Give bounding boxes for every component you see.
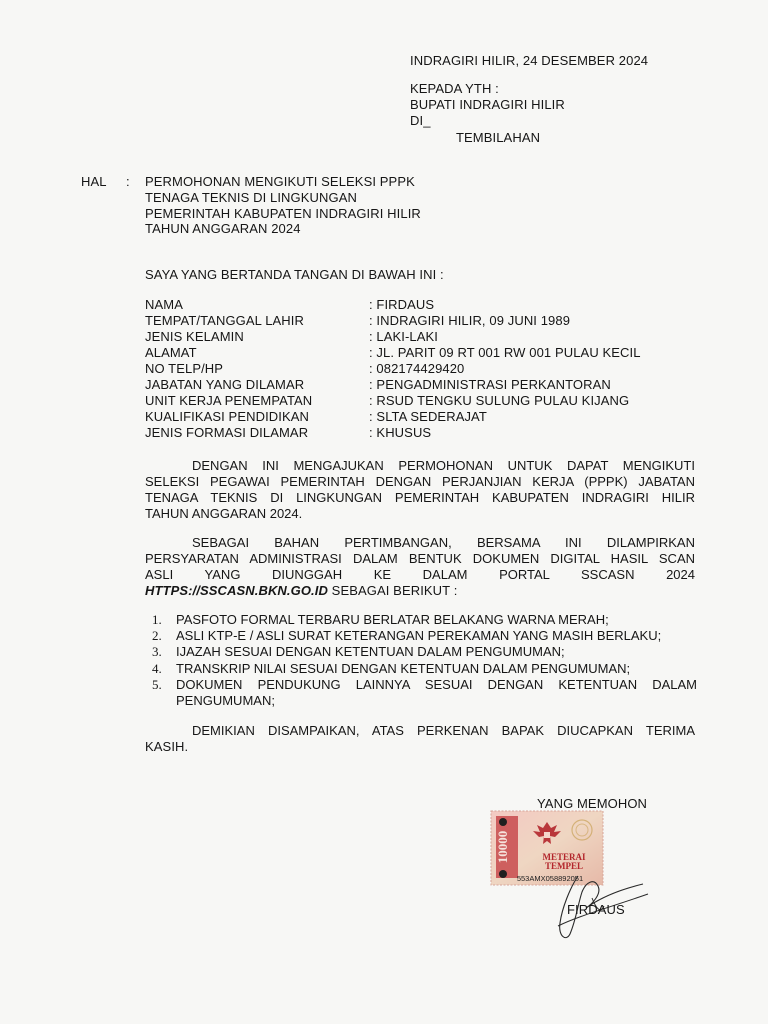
list-item bbox=[152, 628, 697, 644]
paragraph-1-line: DENGAN INI MENGAJUKAN PERMOHONAN UNTUK DAPAT MENGIKUTI bbox=[192, 458, 695, 473]
field-label: NO TELP/HP bbox=[145, 361, 224, 376]
paragraph-1-line: TENAGA TEKNIS DI LINGKUNGAN PEMERINTAH KABUPATEN INDRAGIRI HILIR bbox=[145, 490, 695, 505]
subject-line: TAHUN ANGGARAN 2024 bbox=[145, 221, 301, 236]
field-label: JENIS KELAMIN bbox=[145, 329, 244, 344]
portal-url-link[interactable]: HTTPS://SSCASN.BKN.GO.ID bbox=[145, 583, 328, 598]
field-label: JENIS FORMASI DILAMAR bbox=[145, 425, 309, 440]
stamp-value: 10000 bbox=[495, 830, 510, 864]
list-item-text: ASLI KTP-E / ASLI SURAT KETERANGAN PEREKAMAN YANG MASIH BERLAKU; bbox=[176, 628, 662, 644]
subject-colon: : bbox=[126, 174, 130, 189]
field-label: ALAMAT bbox=[145, 345, 197, 360]
field-value: : 082174429420 bbox=[369, 361, 465, 376]
list-item-text: PASFOTO FORMAL TERBARU BERLATAR BELAKANG WARNA MERAH; bbox=[176, 612, 609, 627]
list-item-number: 4. bbox=[152, 660, 162, 676]
paragraph-1-line: SELEKSI PEGAWAI PEMERINTAH DENGAN PERJANJIAN KERJA (PPPK) JABATAN bbox=[145, 474, 695, 489]
paragraph-2-line: SEBAGAI BAHAN PERTIMBANGAN, BERSAMA INI DILAMPIRKAN bbox=[192, 535, 695, 550]
field-value: : KHUSUS bbox=[369, 425, 432, 440]
recipient-label: KEPADA YTH : bbox=[410, 81, 499, 96]
subject-line: TENAGA TEKNIS DI LINGKUNGAN bbox=[145, 190, 357, 205]
list-item bbox=[152, 644, 697, 660]
requirements-list bbox=[152, 612, 697, 709]
list-item bbox=[152, 612, 697, 628]
field-label: UNIT KERJA PENEMPATAN bbox=[145, 393, 313, 408]
list-item-text: IJAZAH SESUAI DENGAN KETENTUAN DALAM PENGUMUMAN; bbox=[176, 644, 565, 660]
recipient-name: BUPATI INDRAGIRI HILIR bbox=[410, 97, 565, 112]
field-value: : RSUD TENGKU SULUNG PULAU KIJANG bbox=[369, 393, 630, 408]
list-item-text: TRANSKRIP NILAI SESUAI DENGAN KETENTUAN DALAM PENGUMUMAN; bbox=[176, 660, 631, 676]
place-date: INDRAGIRI HILIR, 24 DESEMBER 2024 bbox=[410, 53, 649, 68]
field-value: : SLTA SEDERAJAT bbox=[369, 409, 487, 424]
list-item-text: DOKUMEN PENDUKUNG LAINNYA SESUAI DENGAN KETENTUAN DALAM PENGUMUMAN; bbox=[176, 676, 697, 709]
field-value: : FIRDAUS bbox=[369, 297, 435, 312]
subject-line: PERMOHONAN MENGIKUTI SELEKSI PPPK bbox=[145, 174, 415, 189]
list-item bbox=[152, 661, 697, 677]
paragraph-2-line: PERSYARATAN ADMINISTRASI DALAM BENTUK DOKUMEN DIGITAL HASIL SCAN bbox=[145, 551, 695, 566]
field-value: : LAKI-LAKI bbox=[369, 329, 439, 344]
subject-label: HAL bbox=[81, 174, 107, 189]
paragraph-1-line: TAHUN ANGGARAN 2024. bbox=[145, 506, 303, 521]
paragraph-2-last-line bbox=[145, 583, 457, 599]
closing-line: KASIH. bbox=[145, 739, 189, 754]
signature-label: YANG MEMOHON bbox=[537, 796, 648, 811]
field-label: TEMPAT/TANGGAL LAHIR bbox=[145, 313, 304, 328]
field-value: : INDRAGIRI HILIR, 09 JUNI 1989 bbox=[369, 313, 571, 328]
stamp-title-2: TEMPEL bbox=[544, 861, 584, 871]
field-label: KUALIFIKASI PENDIDIKAN bbox=[145, 409, 310, 424]
stamp-serial: 553AMX058892051 bbox=[516, 874, 584, 883]
subject-line: PEMERINTAH KABUPATEN INDRAGIRI HILIR bbox=[145, 206, 421, 221]
field-value: : PENGADMINISTRASI PERKANTORAN bbox=[369, 377, 611, 392]
intro-text: SAYA YANG BERTANDA TANGAN DI BAWAH INI : bbox=[145, 267, 444, 282]
field-label: JABATAN YANG DILAMAR bbox=[145, 377, 305, 392]
paragraph-2-tail: SEBAGAI BERIKUT : bbox=[327, 583, 458, 598]
field-value: : JL. PARIT 09 RT 001 RW 001 PULAU KECIL bbox=[369, 345, 641, 360]
paragraph-2-line: ASLI YANG DIUNGGAH KE DALAM PORTAL SSCASN 2024 bbox=[145, 567, 695, 582]
stamp-title-1: METERAI bbox=[542, 852, 586, 862]
signer-name: FIRDAUS bbox=[567, 902, 625, 917]
list-item-number: 1. bbox=[152, 612, 162, 627]
list-item-number: 2. bbox=[152, 628, 162, 644]
list-item bbox=[152, 677, 697, 709]
list-item-number: 5. bbox=[152, 676, 162, 692]
list-item-number: 3. bbox=[152, 644, 162, 660]
field-label: NAMA bbox=[145, 297, 183, 312]
recipient-city: TEMBILAHAN bbox=[456, 130, 541, 145]
recipient-di: DI_ bbox=[410, 113, 431, 128]
closing-line: DEMIKIAN DISAMPAIKAN, ATAS PERKENAN BAPAK DIUCAPKAN TERIMA bbox=[192, 723, 695, 738]
